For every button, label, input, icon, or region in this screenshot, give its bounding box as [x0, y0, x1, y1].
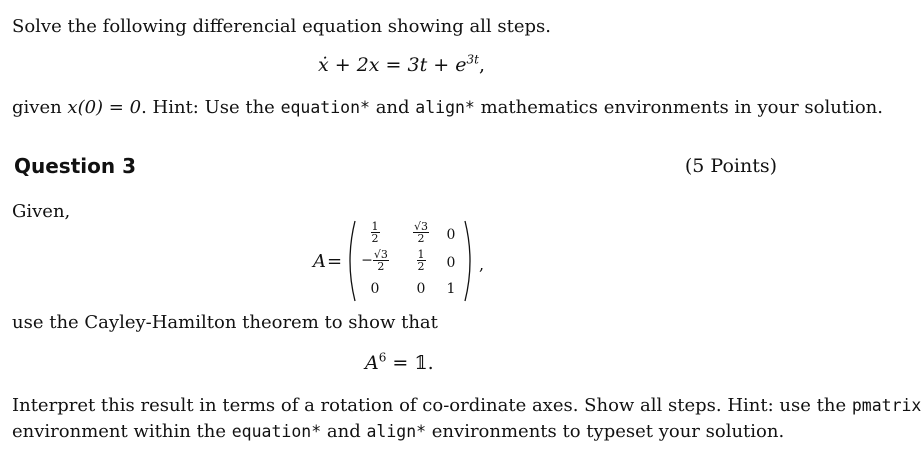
question-title: Question 3 — [14, 154, 136, 178]
given-hint-text: . Hint: Use the — [141, 97, 281, 118]
interpret-text: Interpret this result in terms of a rotation of co-ordinate axes. Show all steps. Hint: use the — [12, 395, 852, 416]
matrix-cell-2-1: − $\frac{√3}{2}$ — [361, 248, 388, 273]
interpret-line-1 — [12, 395, 921, 417]
matrix-cell-1-2: $\frac{√3}{2}$ — [413, 220, 428, 245]
cayley-line: use the Cayley-Hamilton theorem to show that — [12, 312, 438, 333]
ode-lhs: ẋ + 2x = 3t + e — [318, 54, 467, 76]
matrix-cell-1-1: $\frac{1}{2}$ — [371, 220, 379, 245]
interpret-line2-b: and — [321, 421, 367, 442]
result-equation — [365, 352, 434, 374]
env-align-star: align* — [415, 98, 475, 117]
matrix-cell-3-2: 0 — [416, 281, 426, 297]
env-equation-star-2: equation* — [231, 422, 322, 441]
problem-intro: Solve the following differencial equation showing all steps. — [12, 16, 552, 37]
matrix-cell-1-3: 0 — [446, 227, 456, 243]
matrix-cell-2-3: 0 — [446, 255, 456, 271]
given-and: and — [369, 97, 416, 118]
matrix-name: A — [313, 251, 326, 272]
given-label: Given, — [12, 201, 71, 222]
ode-exponent: 3t — [466, 52, 479, 67]
matrix-cell-2-2: $\frac{1}{2}$ — [417, 248, 425, 273]
result-rest: = 𝟙. — [386, 352, 434, 374]
question-points: (5 Points) — [684, 155, 777, 177]
matrix-equals: = — [327, 251, 343, 272]
matrix-A — [313, 219, 493, 303]
env-pmatrix: pmatrix — [851, 396, 921, 415]
interpret-line2-c: environments to typeset your solution. — [426, 421, 785, 442]
left-paren-icon — [343, 219, 357, 303]
matrix-cell-3-3: 1 — [446, 281, 456, 297]
given-line — [12, 97, 883, 119]
given-prefix: given — [12, 97, 68, 118]
matrix-cell-3-1: 0 — [370, 281, 380, 297]
result-exponent: 6 — [378, 350, 387, 365]
result-base: A — [365, 352, 379, 374]
interpret-line-2 — [12, 421, 784, 443]
ode-equation — [318, 54, 485, 76]
initial-condition: x(0) = 0 — [67, 97, 142, 118]
interpret-line2-a: environment within the — [12, 421, 232, 442]
matrix-trailing-comma: , — [479, 255, 485, 274]
given-suffix: mathematics environments in your solution. — [474, 97, 883, 118]
env-equation-star: equation* — [280, 98, 370, 117]
env-align-star-2: align* — [366, 422, 427, 441]
ode-trailing-comma: , — [478, 54, 485, 76]
